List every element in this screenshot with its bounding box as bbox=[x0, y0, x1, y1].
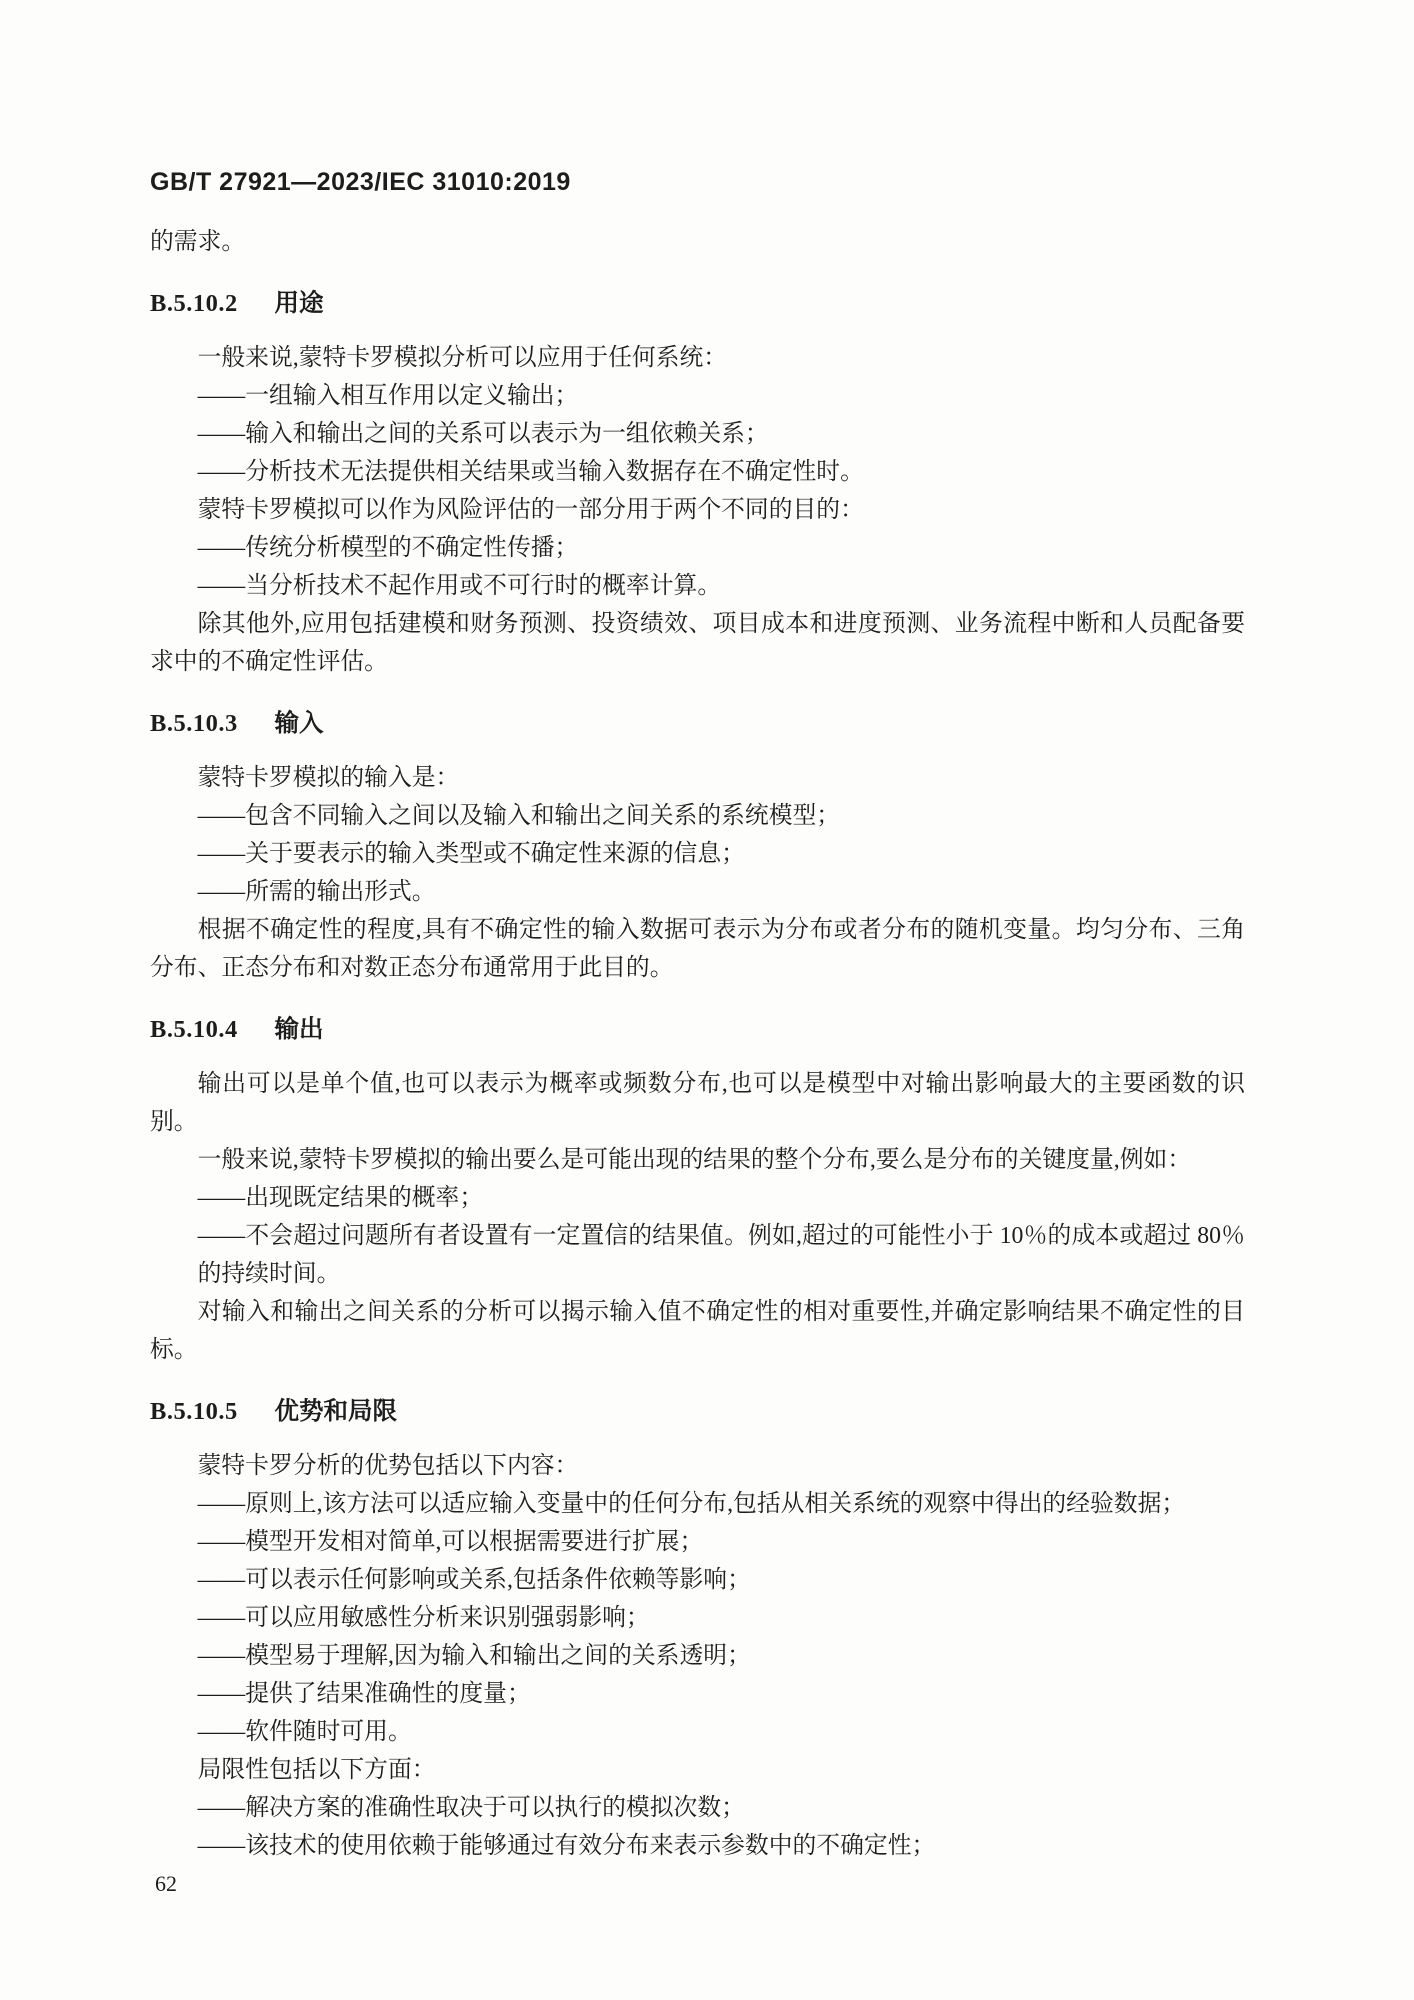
section-title: 用途 bbox=[274, 290, 324, 317]
list-item: ——输入和输出之间的关系可以表示为一组依赖关系； bbox=[197, 421, 769, 447]
list-item: ——传统分析模型的不确定性传播； bbox=[197, 535, 579, 561]
list-item: ——该技术的使用依赖于能够通过有效分布来表示参数中的不确定性； bbox=[197, 1833, 936, 1859]
list-item: ——一组输入相互作用以定义输出； bbox=[197, 383, 579, 409]
section-number: B.5.10.4 bbox=[150, 1016, 238, 1043]
section-title: 优势和局限 bbox=[274, 1398, 397, 1425]
page-number: 62 bbox=[155, 1871, 177, 1896]
section-title: 输入 bbox=[274, 710, 324, 737]
list-item: ——不会超过问题所有者设置有一定置信的结果值。例如,超过的可能性小于 10％的成本或超过 80％的持续时间。 bbox=[197, 1223, 1245, 1287]
list-item: ——包含不同输入之间以及输入和输出之间关系的系统模型； bbox=[197, 803, 841, 829]
paragraph: 对输入和输出之间关系的分析可以揭示输入值不确定性的相对重要性,并确定影响结果不确定性的目标。 bbox=[150, 1299, 1245, 1363]
paragraph: 蒙特卡罗模拟可以作为风险评估的一部分用于两个不同的目的： bbox=[197, 497, 864, 523]
list-item: ——分析技术无法提供相关结果或当输入数据存在不确定性时。 bbox=[197, 459, 864, 485]
list-item: ——可以应用敏感性分析来识别强弱影响； bbox=[197, 1605, 650, 1631]
list-item: ——关于要表示的输入类型或不确定性来源的信息； bbox=[197, 841, 745, 867]
section-number: B.5.10.2 bbox=[150, 290, 238, 317]
document-body bbox=[150, 223, 1245, 1865]
section-number: B.5.10.5 bbox=[150, 1398, 238, 1425]
standard-code-header: GB/T 27921—2023/IEC 31010:2019 bbox=[150, 168, 571, 196]
list-item: ——当分析技术不起作用或不可行时的概率计算。 bbox=[197, 573, 722, 599]
paragraph: 一般来说,蒙特卡罗模拟的输出要么是可能出现的结果的整个分布,要么是分布的关键度量,例如： bbox=[197, 1147, 1192, 1173]
list-item: ——出现既定结果的概率； bbox=[197, 1185, 484, 1211]
section-number: B.5.10.3 bbox=[150, 710, 238, 737]
list-item: ——原则上,该方法可以适应输入变量中的任何分布,包括从相关系统的观察中得出的经验数据； bbox=[197, 1491, 1186, 1517]
section-title: 输出 bbox=[274, 1016, 324, 1043]
paragraph: 输出可以是单个值,也可以表示为概率或频数分布,也可以是模型中对输出影响最大的主要函数的识别。 bbox=[150, 1071, 1245, 1135]
list-item: ——提供了结果准确性的度量； bbox=[197, 1681, 531, 1707]
list-item: ——可以表示任何影响或关系,包括条件依赖等影响； bbox=[197, 1567, 751, 1593]
paragraph: 根据不确定性的程度,具有不确定性的输入数据可表示为分布或者分布的随机变量。均匀分布、三角分布、正态分布和对数正态分布通常用于此目的。 bbox=[150, 917, 1245, 981]
list-item: ——软件随时可用。 bbox=[197, 1719, 412, 1745]
paragraph: 局限性包括以下方面： bbox=[197, 1757, 436, 1783]
list-item: ——所需的输出形式。 bbox=[197, 879, 436, 905]
continuation-line: 的需求。 bbox=[150, 229, 246, 255]
list-item: ——模型开发相对简单,可以根据需要进行扩展； bbox=[197, 1529, 704, 1555]
paragraph: 一般来说,蒙特卡罗模拟分析可以应用于任何系统： bbox=[197, 345, 728, 371]
list-item: ——解决方案的准确性取决于可以执行的模拟次数； bbox=[197, 1795, 745, 1821]
paragraph: 蒙特卡罗分析的优势包括以下内容： bbox=[197, 1453, 579, 1479]
list-item: ——模型易于理解,因为输入和输出之间的关系透明； bbox=[197, 1643, 751, 1669]
section-heading bbox=[150, 705, 1245, 743]
section-heading bbox=[150, 1393, 1245, 1431]
section-heading bbox=[150, 1011, 1245, 1049]
section-heading bbox=[150, 285, 1245, 323]
paragraph: 除其他外,应用包括建模和财务预测、投资绩效、项目成本和进度预测、业务流程中断和人员配备要求中的不确定性评估。 bbox=[150, 611, 1245, 675]
paragraph: 蒙特卡罗模拟的输入是： bbox=[197, 765, 460, 791]
